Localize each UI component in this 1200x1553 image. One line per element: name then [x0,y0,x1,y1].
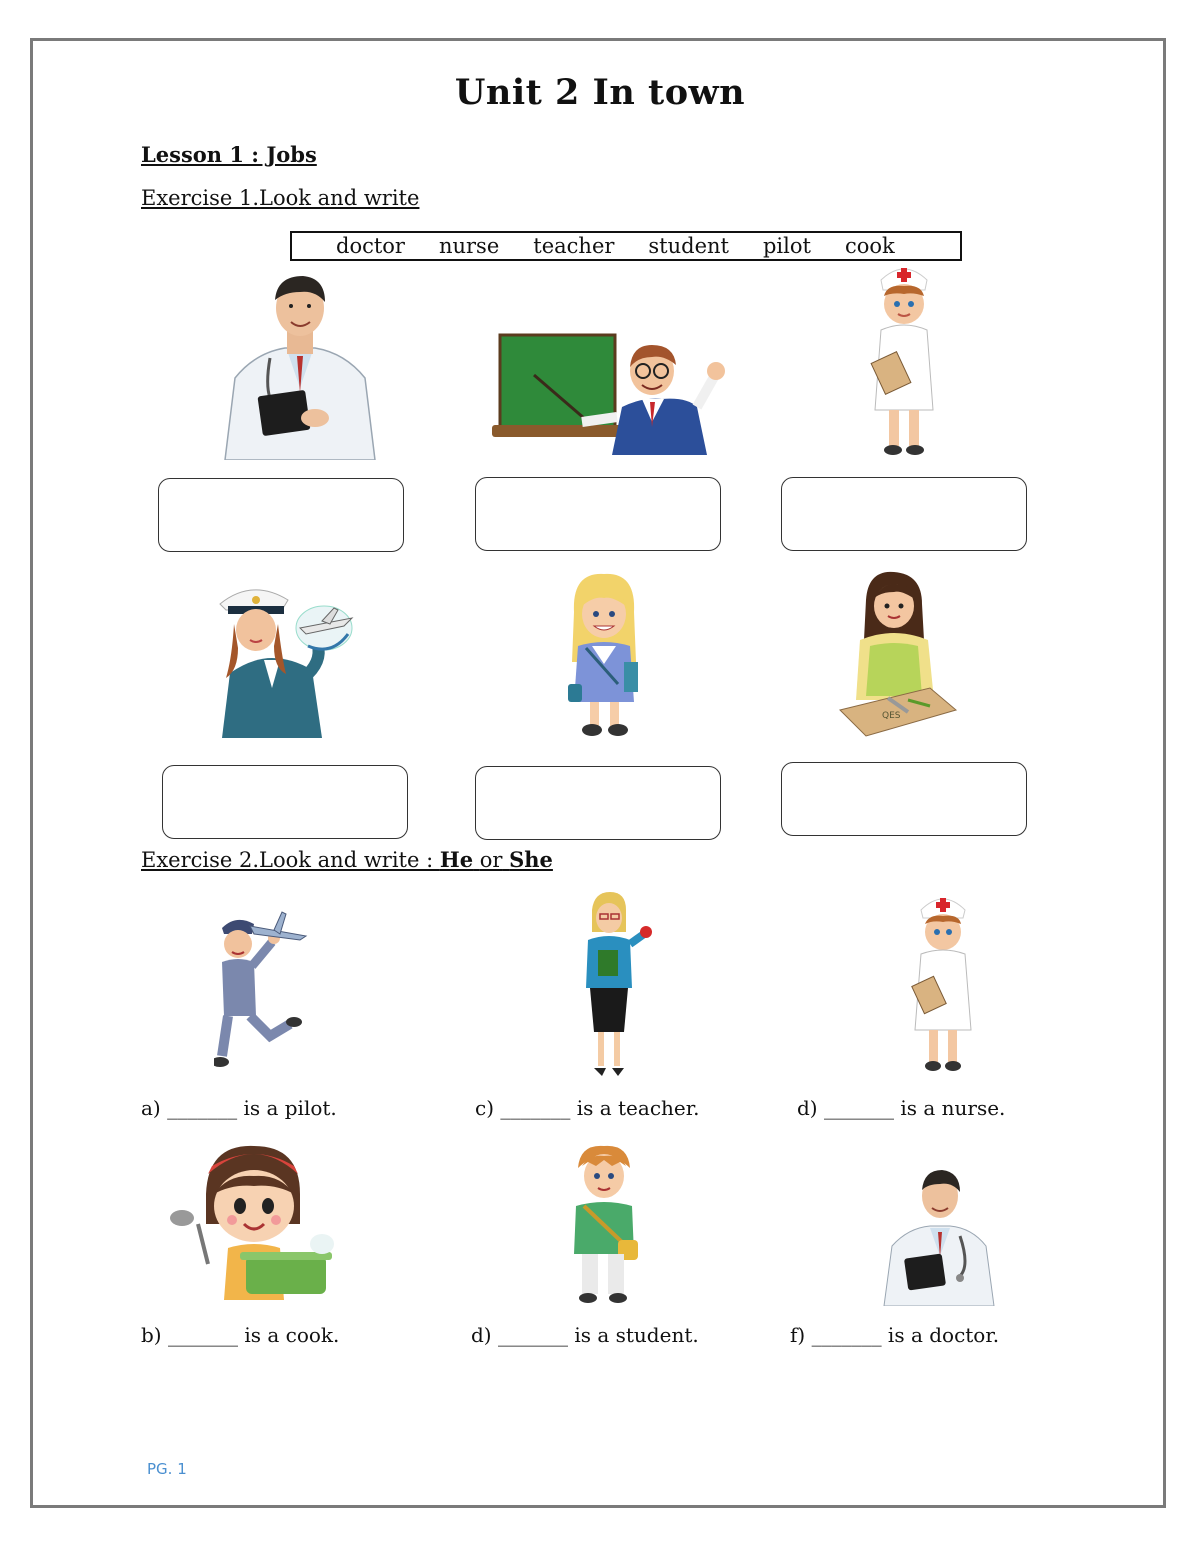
cook-illustration [838,570,958,738]
page-title: Unit 2 In town [454,72,746,113]
or-word: or [479,848,503,872]
sentence-b: b) _______ is a cook. [141,1323,340,1347]
word-bank-item: teacher [533,234,615,258]
answer-box[interactable] [475,477,721,551]
student-illustration [562,572,646,738]
sentence-d-nurse: d) _______ is a nurse. [797,1096,1006,1120]
female-teacher-illustration [578,892,656,1078]
sentence-d-student: d) _______ is a student. [471,1323,699,1347]
word-bank-item: student [648,234,729,258]
word-bank-item: nurse [438,234,500,258]
sentence-c: c) _______ is a teacher. [475,1096,700,1120]
answer-box[interactable] [781,762,1027,836]
exercise-2-title-prefix: Exercise 2.Look and write : [141,848,440,872]
answer-box[interactable] [162,765,408,839]
svg-text:QES: QES [882,711,901,721]
teacher-illustration [492,327,730,455]
word-bank-item: cook [844,234,895,258]
word-bank-item: doctor [336,234,405,258]
nurse-illustration [863,260,945,458]
exercise-1-title: Exercise 1.Look and write [141,186,420,210]
lesson-heading: Lesson 1 : Jobs [141,142,317,167]
pilot-illustration [212,578,360,738]
male-pilot-illustration [214,906,310,1072]
she-word: She [509,847,553,872]
answer-box[interactable] [158,478,404,552]
word-bank [290,231,962,261]
word-bank-item: pilot [762,234,811,258]
page-number: PG. 1 [147,1460,187,1478]
boy-student-illustration [560,1144,648,1304]
girl-cook-illustration [168,1144,338,1300]
sentence-f: f) _______ is a doctor. [790,1323,1000,1347]
doctor-illustration-2 [878,1166,998,1306]
he-word: He [439,847,474,872]
sentence-a: a) _______ is a pilot. [141,1096,337,1120]
answer-box[interactable] [475,766,721,840]
exercise-2-title [141,847,553,872]
answer-box[interactable] [781,477,1027,551]
nurse-illustration-2 [907,890,979,1076]
doctor-illustration [215,268,385,460]
